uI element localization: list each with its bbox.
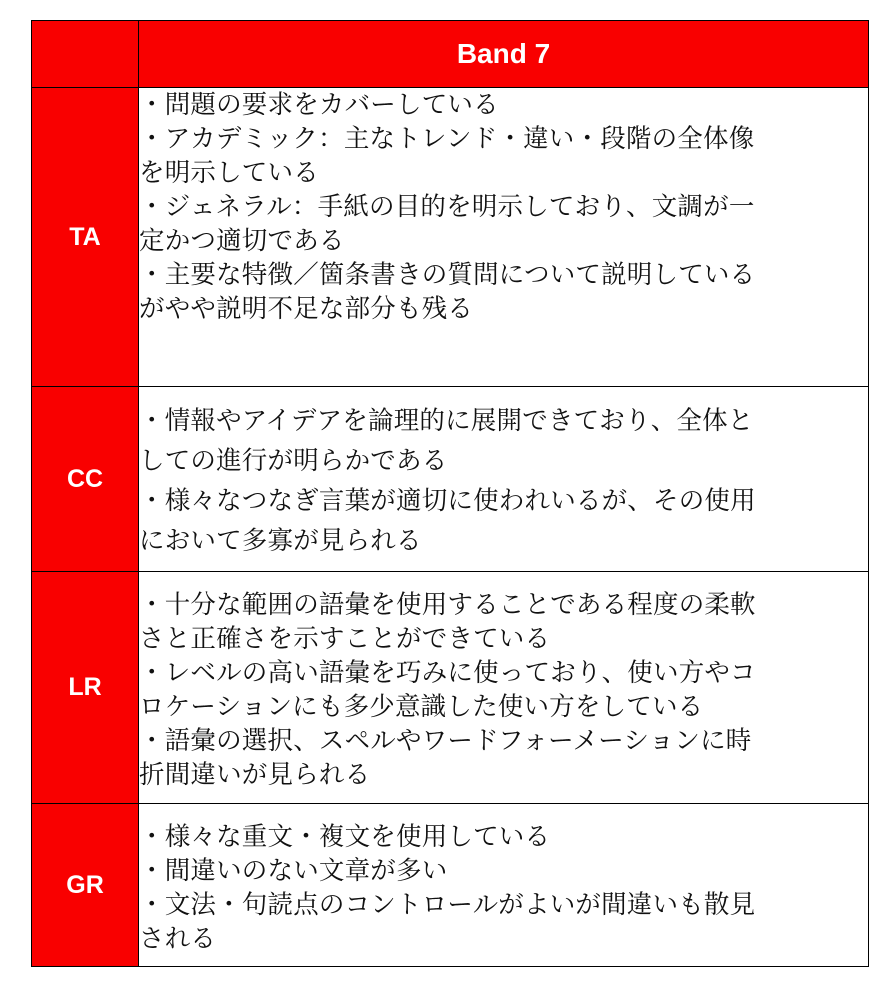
- description-line: を明示している: [139, 158, 319, 188]
- criterion-label-gr: GR: [32, 804, 139, 967]
- description-line: において多寡が見られる: [139, 526, 422, 556]
- description-line: ・レベルの高い語彙を巧みに使っており、使い方やコ: [139, 658, 756, 688]
- criterion-description-ta: [139, 88, 869, 387]
- description-line: ・文法・句読点のコントロールがよいが間違いも散見: [139, 890, 756, 920]
- criterion-row-ta: [32, 88, 869, 387]
- description-line: ・主要な特徴／箇条書きの質問について説明している: [139, 260, 756, 290]
- description-line: さと正確さを示すことができている: [139, 624, 551, 654]
- criterion-description-cc: [139, 387, 869, 572]
- description-line: ・語彙の選択、スペルやワードフォーメーションに時: [139, 726, 752, 756]
- description-line: ロケーションにも多少意識した使い方をしている: [139, 692, 704, 722]
- band-descriptor-table: [31, 20, 869, 967]
- criterion-row-lr: [32, 572, 869, 804]
- criterion-row-cc: [32, 387, 869, 572]
- band-title: Band 7: [139, 21, 869, 88]
- description-line: 折間違いが見られる: [139, 760, 371, 790]
- criterion-label-lr: LR: [32, 572, 139, 804]
- criterion-description-gr: [139, 804, 869, 967]
- criterion-label-cc: CC: [32, 387, 139, 572]
- description-line: がやや説明不足な部分も残る: [139, 294, 474, 324]
- description-line: ・様々な重文・複文を使用している: [139, 822, 551, 852]
- criterion-label-ta: TA: [32, 88, 139, 387]
- header-row: [32, 21, 869, 88]
- description-line: ・間違いのない文章が多い: [139, 856, 448, 886]
- description-line: ・ジェネラル：手紙の目的を明示しており、文調が一: [139, 192, 755, 222]
- criterion-description-lr: [139, 572, 869, 804]
- description-line: ・情報やアイデアを論理的に展開できており、全体と: [139, 406, 754, 436]
- criterion-row-gr: [32, 804, 869, 967]
- description-line: ・問題の要求をカバーしている: [139, 90, 499, 120]
- corner-cell: [32, 21, 139, 88]
- description-line: される: [139, 924, 217, 954]
- description-line: しての進行が明らかである: [139, 446, 448, 476]
- description-line: ・十分な範囲の語彙を使用することである程度の柔軟: [139, 590, 756, 620]
- description-line: ・アカデミック：主なトレンド・違い・段階の全体像: [139, 124, 755, 154]
- description-line: 定かつ適切である: [139, 226, 345, 256]
- description-line: ・様々なつなぎ言葉が適切に使われいるが、その使用: [139, 486, 756, 516]
